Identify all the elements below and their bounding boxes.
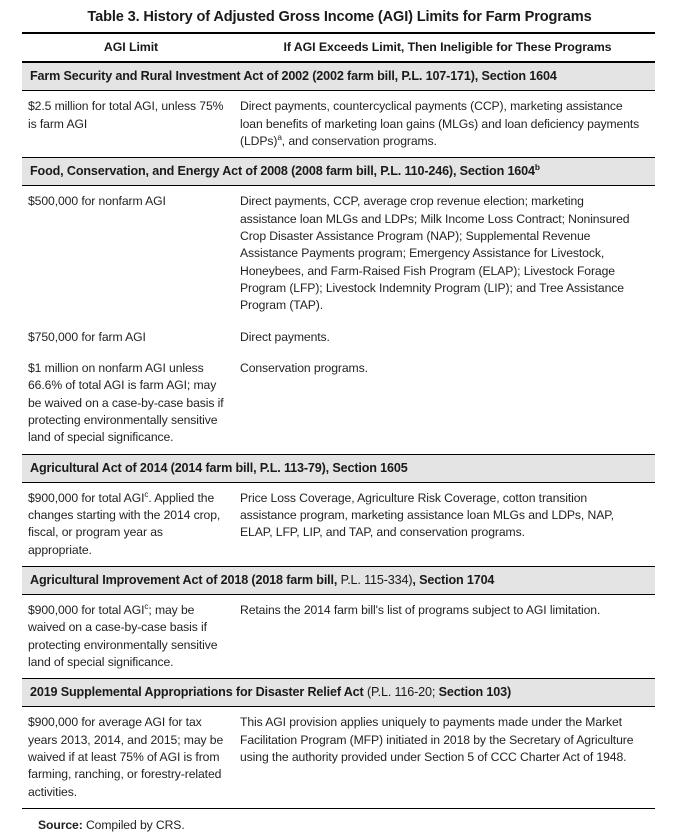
programs-text: Direct payments, CCP, average crop revenue election; marketing assistance loan MLGs and LDPs; Milk Income Loss Contract; Noninsured Crop Disaster Assistance Program (NAP); Supplemental Revenue Assistance Payments program; Emergency Assistance for Livestock, Honeybees, and Farm-Raised Fish Program (ELAP); Livestock Forage Program (LFP); Livestock Indemnity Program (LIP); and Tree Assistance Program (TAP). [240, 194, 630, 313]
column-header-programs: If AGI Exceeds Limit, Then Ineligible for These Programs [283, 40, 612, 55]
programs-text: Conservation programs. [240, 360, 368, 375]
agi-limit-text: $750,000 for farm AGI [28, 329, 146, 344]
table-row [22, 353, 655, 454]
section-heading-text: Agricultural Act of 2014 (2014 farm bill, P.L. 113-79), Section 1605 [30, 460, 408, 475]
programs-text: This AGI provision applies uniquely to payments made under the Market Facilitation Program (MFP) initiated in 2018 by the Secretary of Agriculture using the authority provided under Section 5 of CCC Charter Act of 1948. [240, 715, 634, 764]
agi-limit-text: $2.5 million for total AGI, unless 75% is farm AGI [28, 99, 224, 131]
cell-agi-limit [22, 193, 240, 314]
agi-limit-text-continued: ; may be waived on a case-by-case basis if protecting environmentally sensitive land of special significance. [28, 602, 218, 669]
cell-agi-limit [22, 490, 240, 559]
source-text: Compiled by CRS. [82, 817, 185, 832]
cell-ineligible-programs [240, 490, 655, 559]
table-row [22, 595, 655, 678]
section-heading-text: Farm Security and Rural Investment Act of 2002 (2002 farm bill, P.L. 107-171), Section 1604 [30, 69, 557, 84]
footnote-marker: c [144, 601, 149, 611]
table-row [22, 483, 655, 566]
section-heading-band [22, 455, 655, 482]
table-body [22, 63, 655, 808]
cell-ineligible-programs [240, 602, 655, 671]
cell-ineligible-programs [240, 98, 655, 150]
cell-agi-limit [22, 714, 240, 801]
table-row [22, 91, 655, 157]
page-title: Table 3. History of Adjusted Gross Income (AGI) Limits for Farm Programs [87, 9, 592, 25]
programs-text: Price Loss Coverage, Agriculture Risk Coverage, cotton transition assistance program, marketing assistance loan MLGs and LDPs, NAP, ELAP, LFP, LIP, and TAP, and conservation programs. [240, 490, 614, 540]
cell-ineligible-programs [240, 193, 655, 314]
table-row [22, 322, 655, 353]
section-heading-citation: (P.L. 116-20; [363, 685, 436, 700]
section-heading-section-number: , Section 1704 [412, 572, 495, 587]
section-heading-text: Food, Conservation, and Energy Act of 2008 (2008 farm bill, P.L. 110-246), Section 1604 [30, 164, 535, 179]
section-heading-citation: P.L. 115-334) [337, 572, 413, 587]
agi-limit-text: $900,000 for total AGI [28, 490, 145, 505]
section-heading-band [22, 63, 655, 90]
agi-limit-text-continued: . Applied the changes starting with the 2014 crop, fiscal, or program year as appropriate. [28, 490, 221, 557]
cell-agi-limit [22, 98, 240, 150]
agi-limit-text: $1 million on nonfarm AGI unless 66.6% of total AGI is farm AGI; may be waived on a case-by-case basis if protecting environmentally sensitive land of special significance. [28, 360, 224, 445]
footnote-marker: a [277, 132, 282, 142]
agi-limit-text: $500,000 for nonfarm AGI [28, 194, 166, 209]
programs-text: Direct payments, countercyclical payments (CCP), marketing assistance loan benefits of marketing loan gains (MLGs) and loan deficiency payments (LDPs) [240, 99, 640, 149]
agi-limit-text: $900,000 for total AGI [28, 602, 145, 617]
cell-agi-limit [22, 360, 240, 447]
section-heading-text: Agricultural Improvement Act of 2018 (2018 farm bill, [30, 572, 338, 587]
source-label: Source: [38, 817, 83, 832]
cell-ineligible-programs [240, 714, 655, 801]
footnote-marker: b [534, 162, 540, 173]
cell-ineligible-programs [240, 329, 655, 346]
section-heading-band [22, 679, 655, 706]
programs-text: Direct payments. [240, 329, 330, 344]
table-row [22, 186, 655, 321]
source-note [22, 809, 655, 832]
section-heading-band [22, 158, 655, 185]
agi-limits-table [22, 32, 655, 808]
agi-limit-text: $900,000 for average AGI for tax years 2013, 2014, and 2015; may be waived if at least 75% of AGI is from farming, ranching, or forestry-related activities. [28, 715, 224, 799]
section-heading-text: 2019 Supplemental Appropriations for Disaster Relief Act [30, 685, 364, 700]
table-row [22, 707, 655, 808]
cell-ineligible-programs [240, 360, 655, 447]
programs-text-continued: , and conservation programs. [281, 134, 437, 149]
footnote-marker: c [144, 489, 149, 499]
cell-agi-limit [22, 329, 240, 346]
section-heading-band [22, 567, 655, 594]
table-column-header-row [22, 34, 655, 61]
section-heading-section-number: Section 103) [435, 685, 511, 700]
cell-agi-limit [22, 602, 240, 671]
column-header-agi-limit: AGI Limit [103, 40, 159, 55]
programs-text: Retains the 2014 farm bill's list of programs subject to AGI limitation. [240, 602, 601, 617]
